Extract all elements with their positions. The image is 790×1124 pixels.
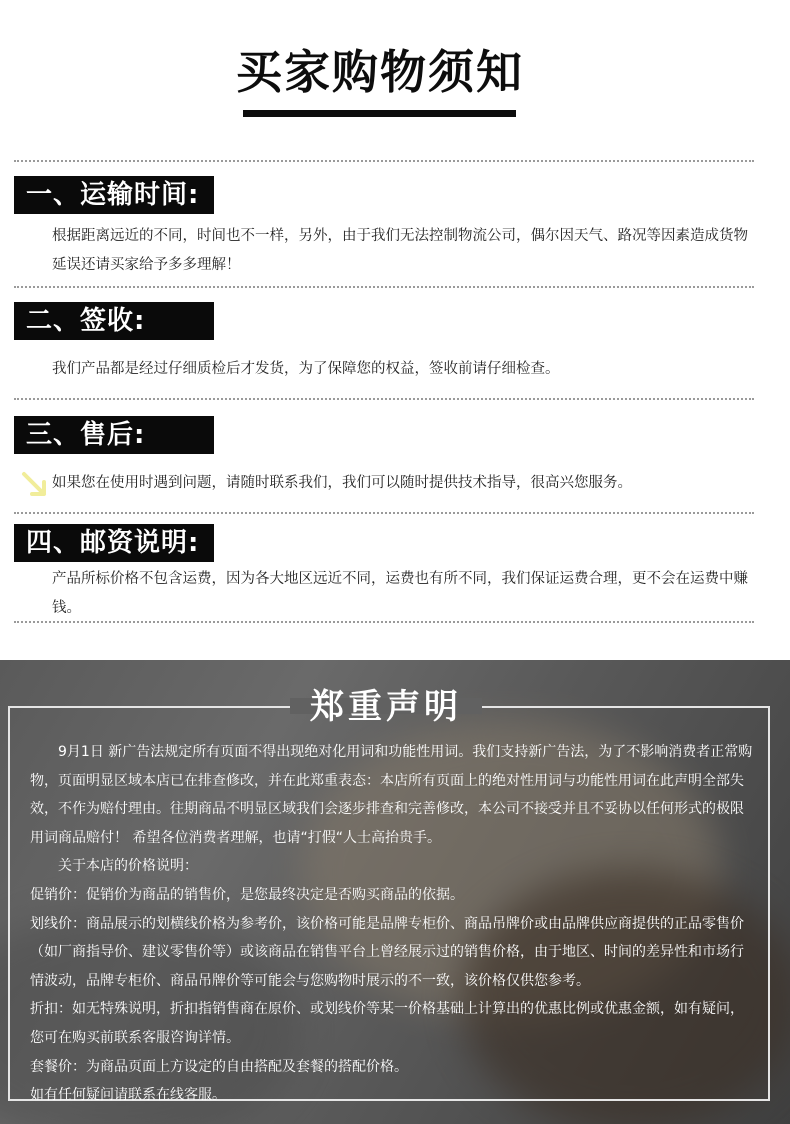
divider [14,286,754,288]
divider [14,398,754,400]
declaration-title-wrap [290,682,482,732]
section-heading-receipt: 二、签收: [14,302,214,340]
section-heading-shipping: 一、运输时间: [14,176,214,214]
price-heading: 关于本店的价格说明： [58,858,198,875]
section-body-receipt: 我们产品都是经过仔细质检后才发货，为了保障您的权益，签收前请仔细检查。 [52,361,560,377]
price-item-strikethrough: 划线价：商品展示的划横线价格为参考价，该价格可能是品牌专柜价、商品吊牌价或由品牌供应商提供的正品零售价（如厂商指导价、建议零售价等）或该商品在销售平台上曾经展示过的销售价格，由于地区、时间的差异性和市场行情波动，品牌专柜价、商品吊牌价等可能会与您购物时展示的不一致，该价格仅供您参考。 [30,915,744,989]
section-heading-aftersales: 三、售后: [14,416,214,454]
price-item-package: 套餐价：为商品页面上方设定的自由搭配及套餐的搭配价格。 [30,1058,408,1075]
contact-note: 如有任何疑问请联系在线客服。 [30,1087,226,1104]
section-body-aftersales: 如果您在使用时遇到问题，请随时联系我们，我们可以随时提供技术指导，很高兴您服务。 [52,475,632,491]
price-item-promo: 促销价：促销价为商品的销售价，是您最终决定是否购买商品的依据。 [30,886,464,903]
declaration-text [30,738,754,1110]
declaration-intro: 9月1日 新广告法规定所有页面不得出现绝对化用词和功能性用词。我们支持新广告法，为了不影响消费者正常购物，页面明显区域本店已在排查修改，并在此郑重表态：本店所有页面上的绝对性用词与功能性用词在此声明全部失效，不作为赔付理由。往期商品不明显区域我们会逐步排查和完善修改，本公司不接受并且不妥协以任何形式的极限用词商品赔付！ 希望各位消费者理解，也请“打假“人士高抬贵手。 [30,744,753,846]
arrow-icon [20,468,54,502]
section-heading-postage: 四、邮资说明: [14,524,214,562]
declaration-title: 郑重声明 [310,687,462,727]
divider [14,512,754,514]
section-body-shipping: 根据距离远近的不同，时间也不一样，另外，由于我们无法控制物流公司，偶尔因天气、路况等因素造成货物延误还请买家给予多多理解！ [52,228,748,273]
section-body-postage: 产品所标价格不包含运费，因为各大地区远近不同，运费也有所不同，我们保证运费合理，更不会在运费中赚钱。 [52,571,748,616]
divider [14,160,754,162]
declaration-panel [0,660,790,1124]
price-item-discount: 折扣：如无特殊说明，折扣指销售商在原价、或划线价等某一价格基础上计算出的优惠比例或优惠金额，如有疑问，您可在购买前联系客服咨询详情。 [30,1001,744,1046]
title-underline [243,110,516,117]
page-title: 买家购物须知 [236,45,524,99]
divider [14,621,754,623]
